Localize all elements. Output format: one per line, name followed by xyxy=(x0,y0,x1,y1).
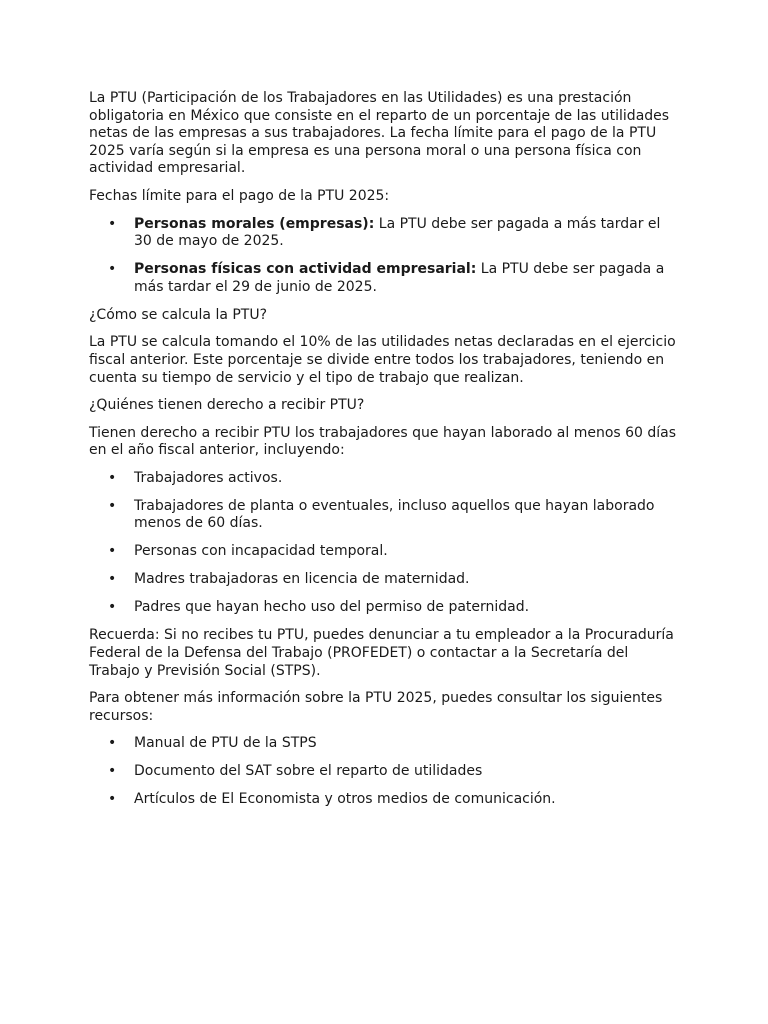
bullet-marker: • xyxy=(108,763,117,780)
bullet-marker: • xyxy=(108,599,117,616)
eligible-item-text: Trabajadores de planta o eventuales, incluso aquellos que hayan laborado menos de 60 días. xyxy=(134,497,655,532)
list-item xyxy=(108,497,681,533)
eligible-item-text: Trabajadores activos. xyxy=(134,469,283,486)
intro-paragraph: La PTU (Participación de los Trabajadores en las Utilidades) es una prestación obligatoria en México que consiste en el reparto de un porcentaje de las utilidades netas de las empresas a sus trabajadores. La fecha límite para el pago de la PTU 2025 varía según si la empresa es una persona moral o una persona física con actividad empresarial. xyxy=(89,90,670,177)
eligible-item-text: Personas con incapacidad temporal. xyxy=(134,543,388,560)
list-item xyxy=(108,261,681,296)
document-body xyxy=(89,90,681,819)
bullet-marker: • xyxy=(108,469,117,486)
deadline-label: Personas físicas con actividad empresarial: xyxy=(134,261,477,278)
bullet-marker: • xyxy=(108,543,117,560)
list-item xyxy=(108,543,681,561)
bullet-marker: • xyxy=(108,735,117,752)
list-item xyxy=(108,735,681,753)
deadlines-list xyxy=(89,216,681,297)
calc-paragraph: La PTU se calcula tomando el 10% de las utilidades netas declaradas en el ejercicio fiscal anterior. Este porcentaje se divide entre todos los trabajadores, teniendo en cuenta su tiempo de servicio y el tipo de trabajo que realizan. xyxy=(89,334,676,386)
list-item xyxy=(108,763,681,781)
eligible-item-text: Madres trabajadoras en licencia de maternidad. xyxy=(134,571,470,588)
bullet-marker: • xyxy=(108,571,117,588)
list-item xyxy=(108,215,681,251)
bullet-marker: • xyxy=(108,497,117,514)
eligible-heading: ¿Quiénes tienen derecho a recibir PTU? xyxy=(89,397,365,414)
deadline-text: La PTU debe ser pagada a más tardar el 29 de junio de 2025. xyxy=(134,261,665,295)
calc-heading: ¿Cómo se calcula la PTU? xyxy=(89,306,268,323)
resource-item-text: Manual de PTU de la STPS xyxy=(134,735,317,752)
deadlines-heading: Fechas límite para el pago de la PTU 2025: xyxy=(89,187,390,204)
eligible-list xyxy=(89,470,681,617)
list-item xyxy=(108,571,681,589)
eligible-paragraph: Tienen derecho a recibir PTU los trabajadores que hayan laborado al menos 60 días en el año fiscal anterior, incluyendo: xyxy=(89,424,677,459)
resources-list xyxy=(89,735,681,809)
deadline-text: La PTU debe ser pagada a más tardar el 30 de mayo de 2025. xyxy=(134,215,661,250)
bullet-marker: • xyxy=(108,261,117,278)
list-item xyxy=(108,469,681,488)
bullet-marker: • xyxy=(108,791,117,808)
reminder-paragraph: Recuerda: Si no recibes tu PTU, puedes denunciar a tu empleador a la Procuraduría Federal de la Defensa del Trabajo (PROFEDET) o contactar a la Secretaría del Trabajo y Previsión Social (STPS). xyxy=(89,627,674,679)
deadline-label: Personas morales (empresas): xyxy=(134,215,375,232)
resources-paragraph: Para obtener más información sobre la PTU 2025, puedes consultar los siguientes recursos: xyxy=(89,690,663,724)
resource-item-text: Documento del SAT sobre el reparto de utilidades xyxy=(134,763,483,780)
list-item xyxy=(108,599,681,617)
list-item xyxy=(108,791,681,809)
eligible-item-text: Padres que hayan hecho uso del permiso de paternidad. xyxy=(134,599,530,616)
bullet-marker: • xyxy=(108,215,117,232)
resource-item-text: Artículos de El Economista y otros medios de comunicación. xyxy=(134,791,556,808)
